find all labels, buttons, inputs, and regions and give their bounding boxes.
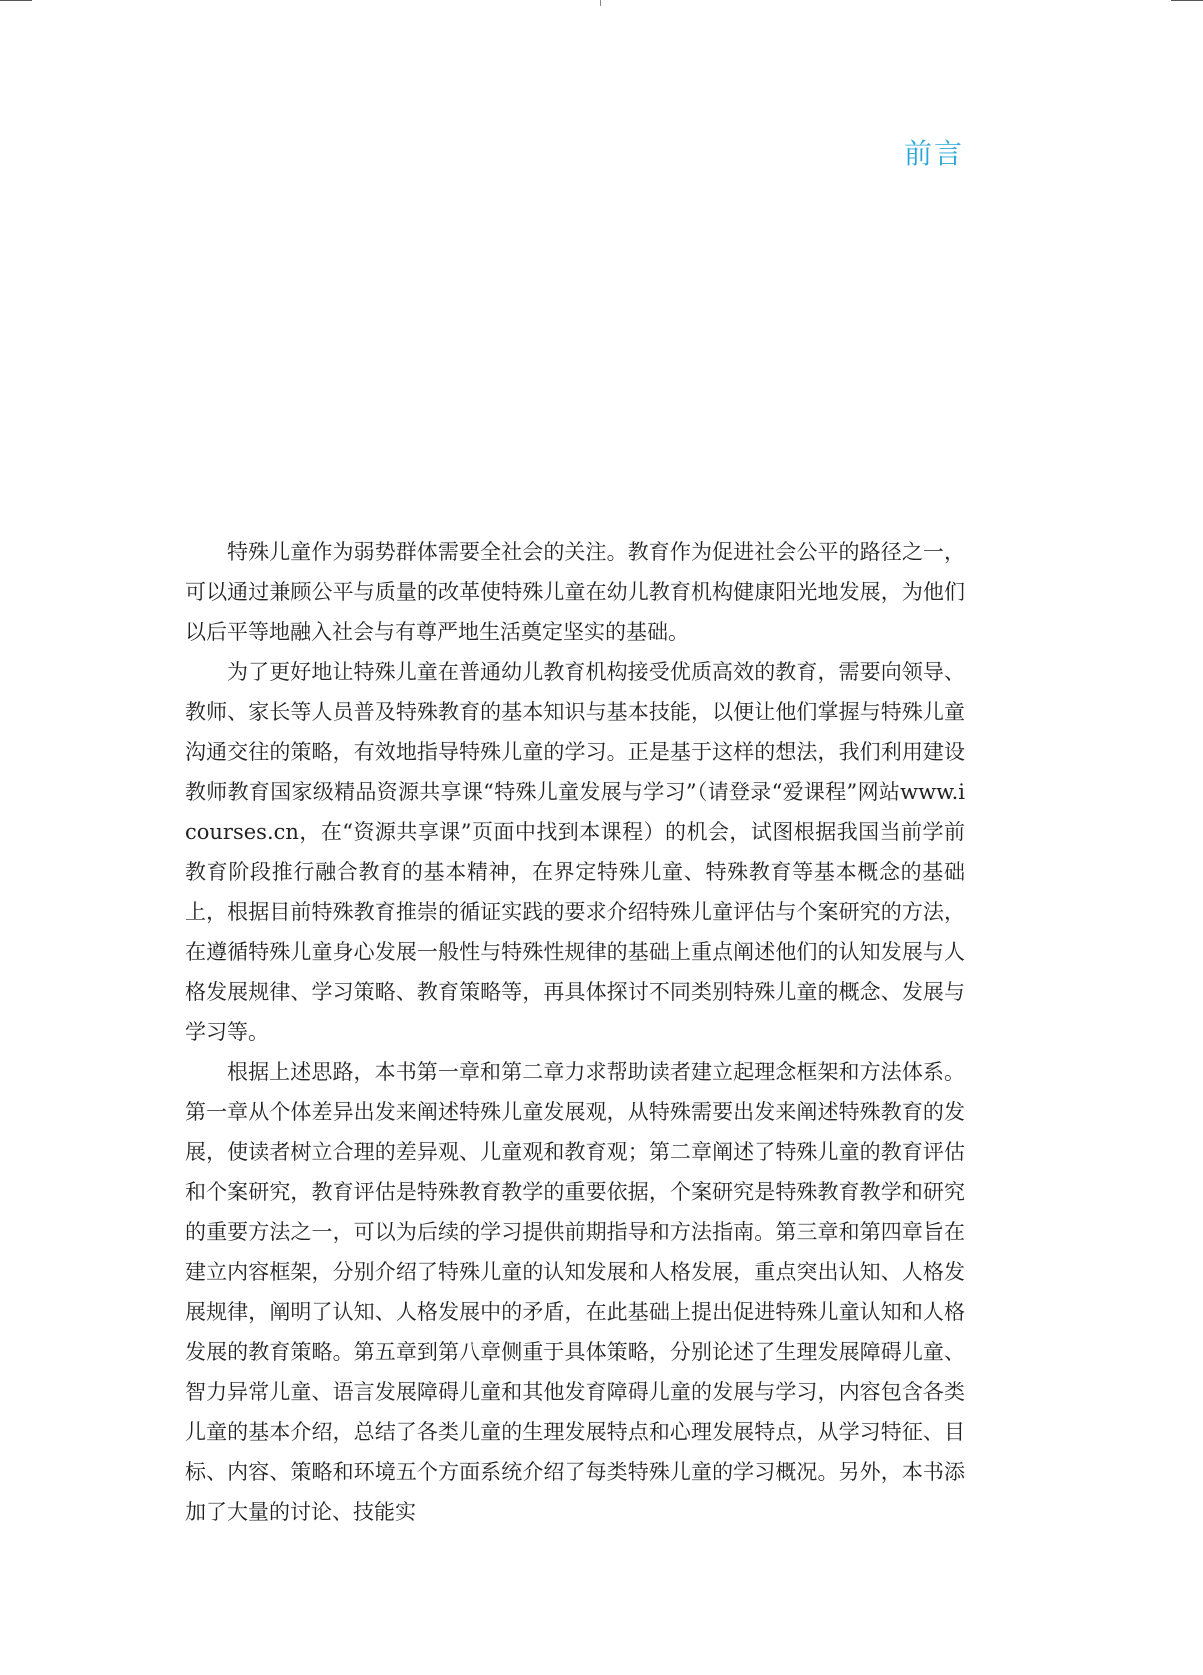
page-title: 前言 bbox=[903, 137, 964, 170]
paragraph-1: 特殊儿童作为弱势群体需要全社会的关注。教育作为促进社会公平的路径之一，可以通过兼顾公平与质量的改革使特殊儿童在幼儿教育机构健康阳光地发展，为他们以后平等地融入社会与有尊严地生活奠定坚实的基础。 bbox=[185, 540, 965, 644]
crop-mark-center bbox=[600, 0, 601, 6]
crop-mark-left bbox=[0, 0, 32, 1]
preface-body bbox=[185, 532, 965, 1532]
crop-mark-right bbox=[1171, 0, 1203, 1]
paragraph-2: 为了更好地让特殊儿童在普通幼儿教育机构接受优质高效的教育，需要向领导、教师、家长等人员普及特殊教育的基本知识与基本技能，以便让他们掌握与特殊儿童沟通交往的策略，有效地指导特殊儿童的学习。正是基于这样的想法，我们利用建设教师教育国家级精品资源共享课“特殊儿童发展与学习”（请登录“爱课程”网站www.icourses.cn，在“资源共享课”页面中找到本课程）的机会，试图根据我国当前学前教育阶段推行融合教育的基本精神，在界定特殊儿童、特殊教育等基本概念的基础上，根据目前特殊教育推崇的循证实践的要求介绍特殊儿童评估与个案研究的方法，在遵循特殊儿童身心发展一般性与特殊性规律的基础上重点阐述他们的认知发展与人格发展规律、学习策略、教育策略等，再具体探讨不同类别特殊儿童的概念、发展与学习等。 bbox=[185, 660, 965, 1044]
paragraph-3: 根据上述思路，本书第一章和第二章力求帮助读者建立起理念框架和方法体系。第一章从个体差异出发来阐述特殊儿童发展观，从特殊需要出发来阐述特殊教育的发展，使读者树立合理的差异观、儿童观和教育观；第二章阐述了特殊儿童的教育评估和个案研究，教育评估是特殊教育教学的重要依据，个案研究是特殊教育教学和研究的重要方法之一，可以为后续的学习提供前期指导和方法指南。第三章和第四章旨在建立内容框架，分别介绍了特殊儿童的认知发展和人格发展，重点突出认知、人格发展规律，阐明了认知、人格发展中的矛盾，在此基础上提出促进特殊儿童认知和人格发展的教育策略。第五章到第八章侧重于具体策略，分别论述了生理发展障碍儿童、智力异常儿童、语言发展障碍儿童和其他发育障碍儿童的发展与学习，内容包含各类儿童的基本介绍，总结了各类儿童的生理发展特点和心理发展特点，从学习特征、目标、内容、策略和环境五个方面系统介绍了每类特殊儿童的学习概况。另外，本书添加了大量的讨论、技能实 bbox=[185, 1060, 965, 1524]
